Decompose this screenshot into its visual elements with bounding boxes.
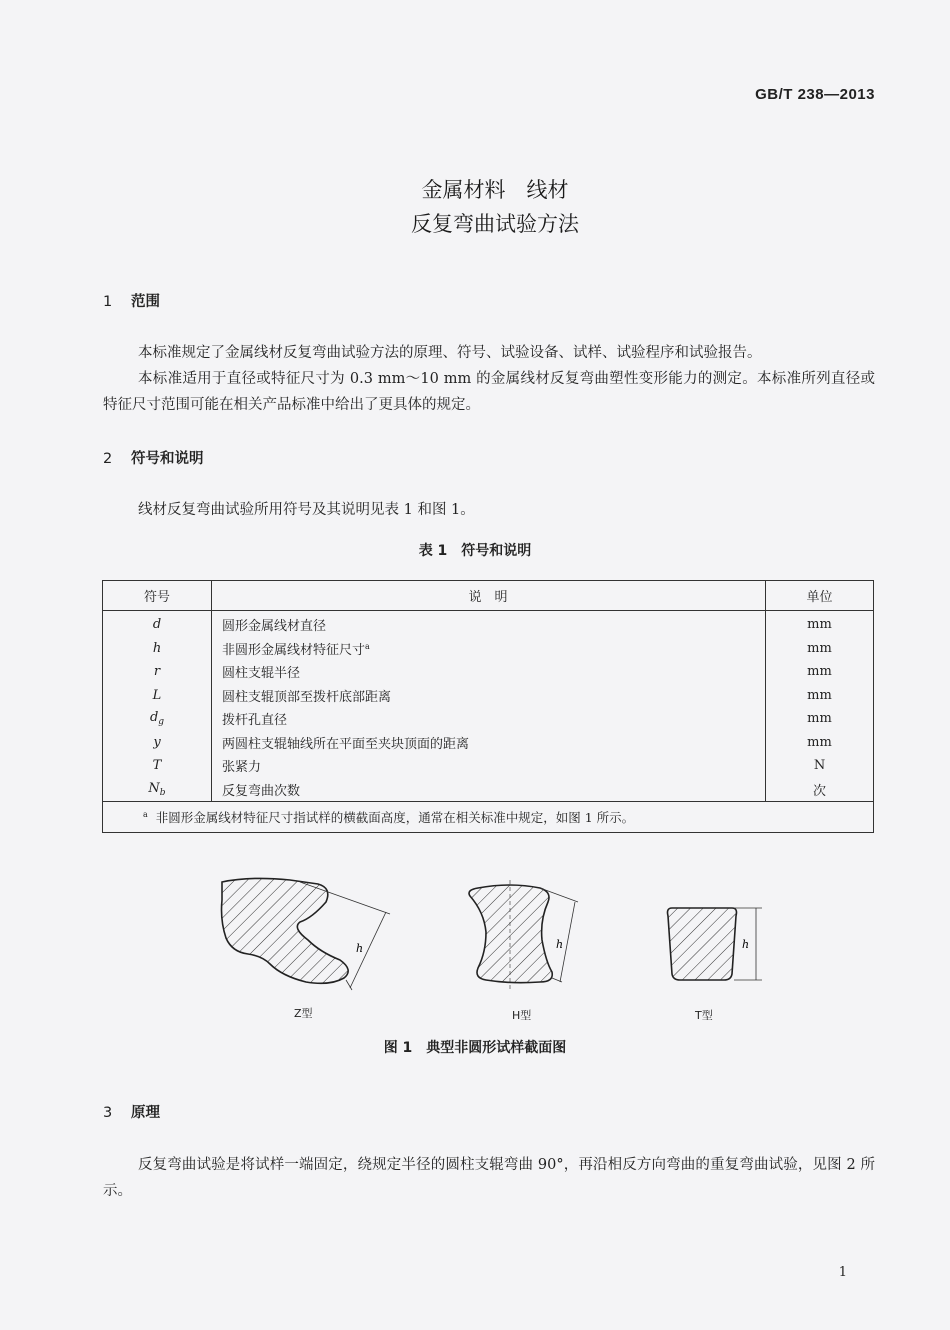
z-type-section <box>222 878 391 990</box>
figure1-caption: 图 1 典型非圆形试样截面图 <box>383 1040 567 1056</box>
section3-heading <box>103 1101 160 1122</box>
header-unit: 单位 <box>766 581 874 611</box>
section3-title: 原理 <box>131 1105 160 1121</box>
h-type-label: H型 <box>512 1009 532 1022</box>
description-cell: 张紧力 <box>212 754 766 778</box>
h-type-shape <box>469 885 552 983</box>
symbol-cell: y <box>153 734 161 750</box>
description-cell: 非圆形金属线材特征尺寸 <box>222 642 366 658</box>
z-type-shape <box>222 878 349 983</box>
unit-cell: N <box>813 758 826 774</box>
description-cell: 圆柱支辊顶部至拨杆底部距离 <box>212 684 766 708</box>
unit-cell: mm <box>807 734 832 750</box>
h-type-dimension-label: h <box>556 938 564 951</box>
section2-para: 线材反复弯曲试验所用符号及其说明见表 1 和图 1。 <box>138 502 475 518</box>
header-description: 说 明 <box>212 581 766 611</box>
section2-number: 2 <box>103 451 113 467</box>
table-row <box>103 707 874 731</box>
section1-title: 范围 <box>131 294 160 310</box>
t-type-section <box>668 908 763 980</box>
z-type-dimension-label: h <box>356 942 364 955</box>
symbol-cell: h <box>152 640 162 656</box>
description-cell: 圆形金属线材直径 <box>212 611 766 637</box>
document-title-line2: 反复弯曲试验方法 <box>411 212 579 236</box>
table-row <box>103 637 874 661</box>
table-row <box>103 731 874 755</box>
unit-cell: mm <box>807 687 832 703</box>
section1-heading <box>103 290 160 311</box>
page-number: 1 <box>838 1265 847 1280</box>
section3-number: 3 <box>103 1105 113 1121</box>
section1-number: 1 <box>103 294 113 310</box>
symbol-subscript: b <box>159 787 166 798</box>
symbol-cell: N <box>148 780 160 796</box>
t-type-shape <box>668 908 737 980</box>
symbol-cell: d <box>152 617 162 633</box>
unit-cell: 次 <box>812 783 826 799</box>
figure1-sections <box>0 860 950 1030</box>
table-row <box>103 754 874 778</box>
section1-para1: 本标准规定了金属线材反复弯曲试验方法的原理、符号、试验设备、试样、试验程序和试验报告。 <box>138 345 762 361</box>
section1-para2: 本标准适用于直径或特征尺寸为 0.3 mm～10 mm 的金属线材反复弯曲塑性变形能力的测定。本标准所列直径或特征尺寸范围可能在相关产品标准中给出了更具体的规定。 <box>103 371 875 413</box>
t-type-label: T型 <box>695 1009 713 1022</box>
table-row <box>103 684 874 708</box>
standard-number: GB/T 238—2013 <box>755 86 875 103</box>
table-row <box>103 778 874 802</box>
table1-caption: 表 1 符号和说明 <box>418 543 532 559</box>
t-type-dimension-label: h <box>742 938 750 951</box>
table-note: 非圆形金属线材特征尺寸指试样的横截面高度，通常在相关标准中规定，如图 1 所示。 <box>155 810 635 825</box>
symbols-table <box>102 580 874 833</box>
description-cell: 两圆柱支辊轴线所在平面至夹块顶面的距离 <box>212 731 766 755</box>
unit-cell: mm <box>807 617 832 633</box>
table-note-row <box>103 802 874 833</box>
section2-title: 符号和说明 <box>131 451 204 467</box>
symbol-cell: r <box>153 664 161 680</box>
h-type-section <box>469 880 578 990</box>
table-row <box>103 660 874 684</box>
unit-cell: mm <box>807 640 832 656</box>
description-cell: 反复弯曲次数 <box>212 778 766 802</box>
description-cell: 圆柱支辊半径 <box>212 660 766 684</box>
symbol-cell: T <box>152 758 162 774</box>
document-title-line1: 金属材料 线材 <box>421 178 569 202</box>
section2-heading <box>103 447 204 468</box>
table-header-row <box>103 581 874 611</box>
symbol-cell: d <box>149 710 159 726</box>
table-row <box>103 611 874 637</box>
header-symbol: 符号 <box>103 581 212 611</box>
symbol-subscript: g <box>158 717 165 728</box>
unit-cell: mm <box>807 664 832 680</box>
unit-cell: mm <box>807 711 832 727</box>
footnote-mark: a <box>365 641 370 651</box>
symbol-cell: L <box>152 687 162 703</box>
z-type-label: Z型 <box>294 1007 313 1020</box>
description-cell: 拨杆孔直径 <box>212 707 766 731</box>
section3-para: 反复弯曲试验是将试样一端固定，绕规定半径的圆柱支辊弯曲 90°，再沿相反方向弯曲的重复弯曲试验，见图 2 所示。 <box>103 1157 875 1199</box>
note-mark: a <box>143 810 148 819</box>
